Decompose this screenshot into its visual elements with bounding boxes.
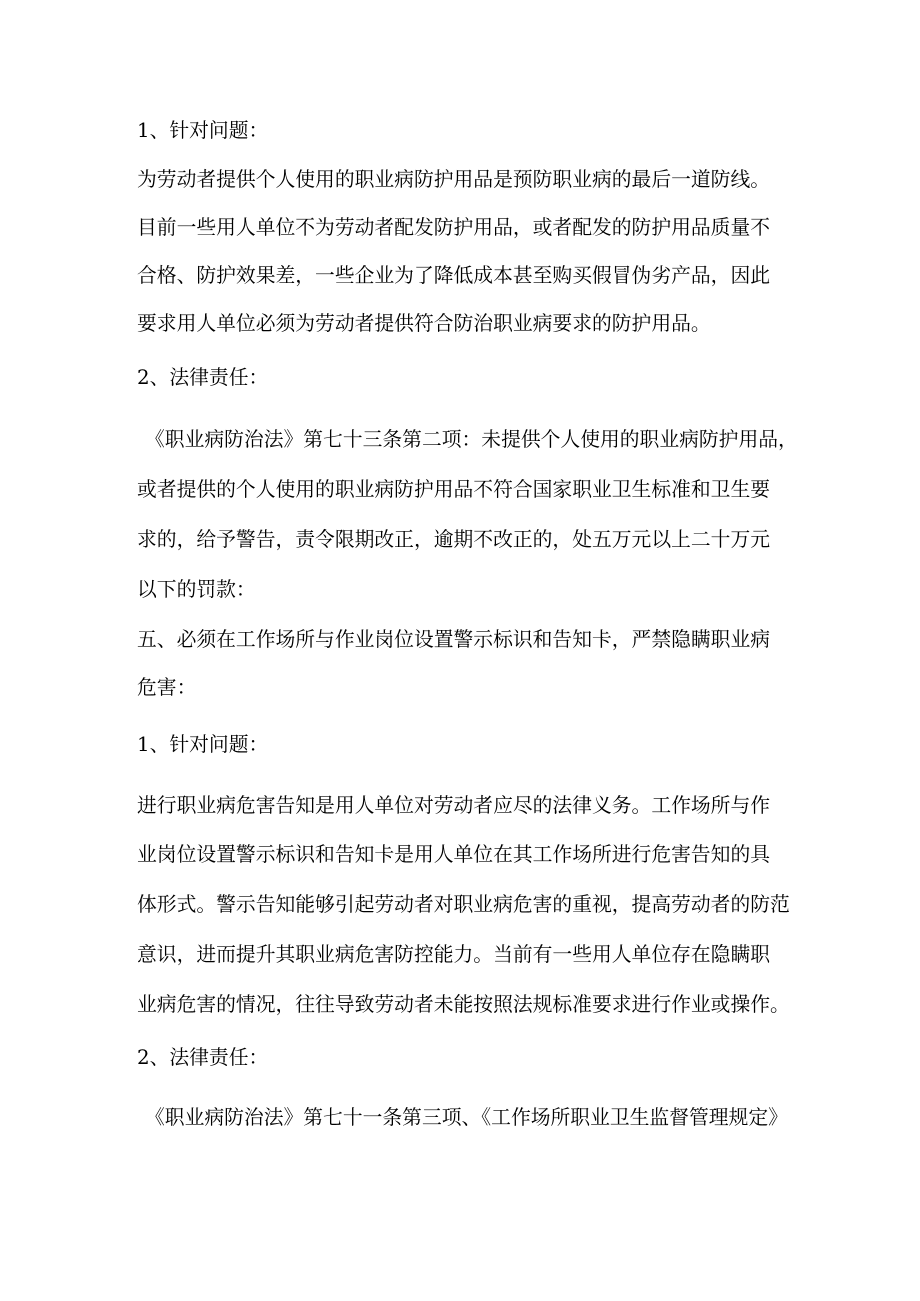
heading-legal-1: 2、法律责任： (137, 366, 269, 389)
section-heading-5-cont: 危害： (137, 676, 197, 699)
heading-issue-1: 1、针对问题： (137, 119, 269, 142)
paragraph-line: 业岗位设置警示标识和告知卡是用人单位在其工作场所进行危害告知的具 (137, 843, 771, 866)
paragraph-line: 目前一些用人单位不为劳动者配发防护用品，或者配发的防护用品质量不 (137, 216, 771, 239)
paragraph-line: 《职业病防治法》第七十一条第三项、《工作场所职业卫生监督管理规定》 (145, 1106, 788, 1129)
paragraph-line: 意识，进而提升其职业病危害防控能力。当前有一些用人单位存在隐瞒职 (137, 943, 771, 966)
paragraph-line: 为劳动者提供个人使用的职业病防护用品是预防职业病的最后一道防线。 (137, 168, 771, 191)
heading-issue-2: 1、针对问题： (137, 733, 269, 756)
paragraph-line: 合格、防护效果差，一些企业为了降低成本甚至购买假冒伪劣产品，因此 (137, 264, 771, 287)
paragraph-line: 进行职业病危害告知是用人单位对劳动者应尽的法律义务。工作场所与作 (137, 794, 771, 817)
paragraph-line: 体形式。警示告知能够引起劳动者对职业病危害的重视，提高劳动者的防范 (137, 893, 790, 916)
section-heading-5: 五、必须在工作场所与作业岗位设置警示标识和告知卡，严禁隐瞒职业病 (137, 628, 771, 651)
paragraph-line: 要求用人单位必须为劳动者提供符合防治职业病要求的防护用品。 (137, 312, 711, 335)
paragraph-line: 或者提供的个人使用的职业病防护用品不符合国家职业卫生标准和卫生要 (137, 478, 771, 501)
paragraph-line: 以下的罚款： (137, 578, 256, 601)
paragraph-line: 业病危害的情况，往往导致劳动者未能按照法规标准要求进行作业或操作。 (137, 993, 790, 1016)
paragraph-line: 《职业病防治法》第七十三条第二项：未提供个人使用的职业病防护用品， (145, 428, 798, 451)
paragraph-line: 求的，给予警告，责令限期改正，逾期不改正的，处五万元以上二十万元 (137, 528, 771, 551)
heading-legal-2: 2、法律责任： (137, 1046, 269, 1069)
